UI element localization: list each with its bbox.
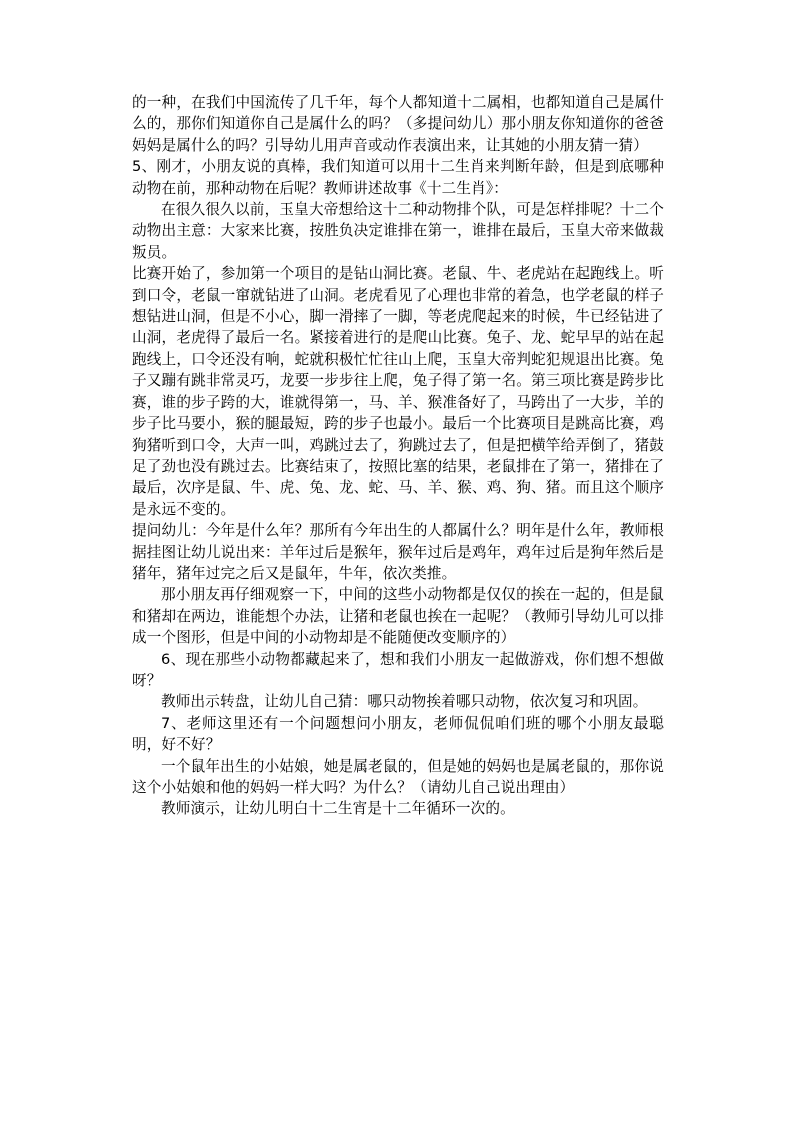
paragraph-10: 一个鼠年出生的小姑娘，她是属老鼠的，但是她的妈妈也是属老鼠的，那你说这个小姑娘和他的妈妈一样大吗？为什么？（请幼儿自己说出理由） — [132, 757, 664, 796]
paragraph-6: 那小朋友再仔细观察一下，中间的这些小动物都是仅仅的挨在一起的，但是鼠和猪却在两边，谁能想个办法，让猪和老鼠也挨在一起呢？（教师引导幼儿可以排成一个图形，但是中间的小动物却是不能随便改变顺序的） — [132, 586, 664, 647]
paragraph-9: 7、老师这里还有一个问题想问小朋友，老师侃侃咱们班的哪个小朋友最聪明，好不好？ — [132, 714, 664, 754]
document-body — [132, 92, 664, 820]
paragraph-5: 提问幼儿：今年是什么年？那所有今年出生的人都属什么？明年是什么年，教师根据挂图让幼儿说出来：羊年过后是猴年，猴年过后是鸡年，鸡年过后是狗年然后是猪年，猪年过完之后又是鼠年，牛年，依次类推。 — [132, 522, 664, 582]
paragraph-4: 比赛开始了，参加第一个项目的是钻山洞比赛。老鼠、牛、老虎站在起跑线上。听到口令，老鼠一窜就钻进了山洞。老虎看见了心理也非常的着急，也学老鼠的样子想钻进山洞，但是不小心，脚一滑摔了一脚，等老虎爬起来的时候，牛已经钻进了山洞，老虎得了最后一名。紧接着进行的是爬山比赛。兔子、龙、蛇早早的站在起跑线上，口令还没有响，蛇就积极忙忙往山上爬，玉皇大帝判蛇犯规退出比赛。兔子又蹦有跳非常灵巧，龙要一步步往上爬，兔子得了第一名。第三项比赛是跨步比赛，谁的步子跨的大，谁就得第一，马、羊、猴准备好了，马跨出了一大步，羊的步子比马要小，猴的腿最短，跨的步子也最小。最后一个比赛项目是跳高比赛，鸡狗猪听到口令，大声一叫，鸡跳过去了，狗跳过去了，但是把横竿给弄倒了，猪鼓足了劲也没有跳过去。比赛结束了，按照比塞的结果，老鼠排在了第一，猪排在了最后，次序是鼠、牛、虎、兔、龙、蛇、马、羊、猴、鸡、狗、猪。而且这个顺序是永远不变的。 — [132, 265, 664, 518]
paragraph-2: 5、刚才，小朋友说的真棒，我们知道可以用十二生肖来判断年龄，但是到底哪种动物在前，那种动物在后呢？教师讲述故事《十二生肖》： — [132, 158, 664, 197]
paragraph-7: 6、现在那些小动物都藏起来了，想和我们小朋友一起做游戏，你们想不想做呀？ — [132, 650, 664, 689]
paragraph-1: 的一种，在我们中国流传了几千年，每个人都知道十二属相，也都知道自己是属什么的，那你们知道你自己是属什么的吗？（多提问幼儿）那小朋友你知道你的爸爸妈妈是属什么的吗？引导幼儿用声音或动作表演出来，让其她的小朋友猜一猜） — [132, 94, 664, 154]
paragraph-3: 在很久很久以前，玉皇大帝想给这十二种动物排个队，可是怎样排呢？十二个动物出主意：大家来比赛，按胜负决定谁排在第一，谁排在最后，玉皇大帝来做裁叛员。 — [132, 201, 664, 261]
paragraph-11: 教师演示，让幼儿明白十二生宵是十二年循环一次的。 — [161, 800, 515, 818]
paragraph-8: 教师出示转盘，让幼儿自己猜：哪只动物挨着哪只动物，依次复习和巩固。 — [161, 693, 648, 711]
